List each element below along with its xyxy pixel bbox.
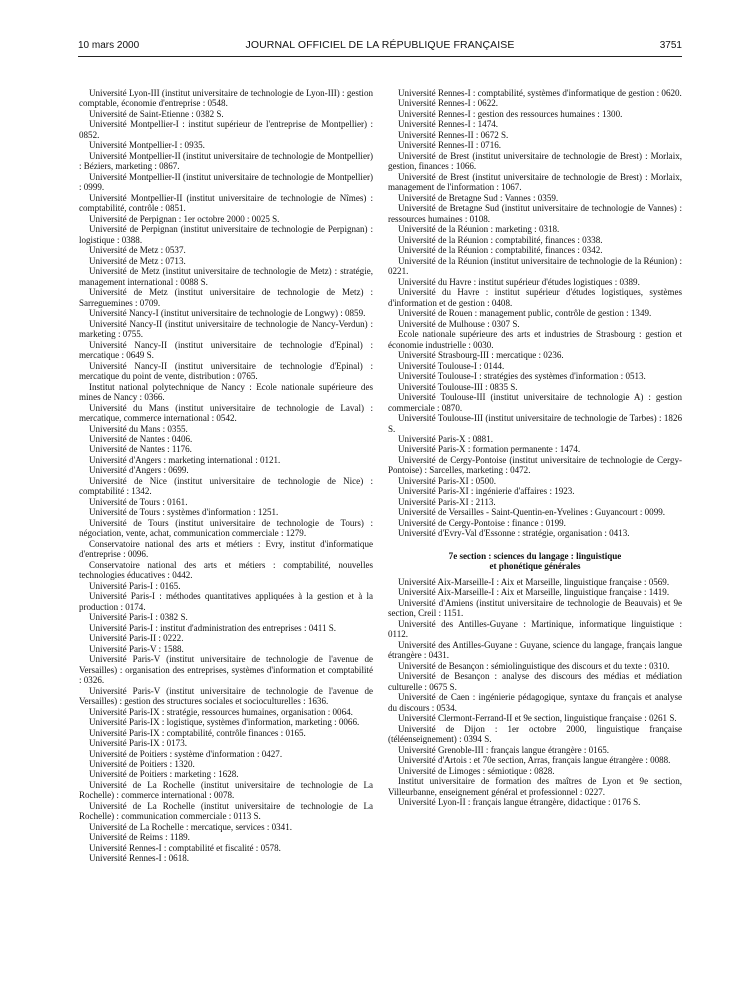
list-entry: Université de Brest (institut universitaire de technologie de Brest) : Morlaix, management de l'information : 1067. xyxy=(388,171,682,193)
list-entry: Université Nancy-I (institut universitaire de technologie de Longwy) : 0859. xyxy=(89,308,366,319)
list-entry: Université Rennes-II : 0672 S. xyxy=(398,129,509,140)
list-entry: Conservatoire national des arts et métiers : Evry, institut d'informatique d'entreprise : 0096. xyxy=(79,538,373,560)
list-entry: Université Montpellier-II (institut universitaire de technologie de Montpellier) : Béziers, marketing : 0867. xyxy=(79,150,373,172)
list-entry: Université Aix-Marseille-I : Aix et Marseille, linguistique française : 0569. xyxy=(398,576,670,587)
list-entry: Université Paris-XI : 0500. xyxy=(398,475,496,486)
header-rule xyxy=(78,56,682,57)
list-entry: Université du Havre : institut supérieur d'études logistiques : 0389. xyxy=(398,276,640,287)
list-entry: Université de Tours (institut universitaire de technologie de Tours) : négociation, vente, achat, communication commerciale : 1279. xyxy=(79,517,373,539)
list-entry: Université d'Amiens (institut universitaire de technologie de Beauvais) et 9e section, Creil : 1151. xyxy=(388,597,682,619)
list-entry: Université Nancy-II (institut universitaire de technologie d'Epinal) : mercatique du point de vente, distribution : 0765. xyxy=(79,360,373,382)
list-entry: Université de Metz : 0537. xyxy=(89,245,186,256)
list-entry: Université de Brest (institut universitaire de technologie de Brest) : Morlaix, gestion, finances : 1066. xyxy=(388,150,682,172)
list-entry: Université de La Rochelle (institut universitaire de technologie de La Rochelle) : communication commerciale : 0113 S. xyxy=(79,800,373,822)
list-entry: Université Paris-V : 1588. xyxy=(89,643,184,654)
list-entry: Université de Limoges : sémiotique : 0828. xyxy=(398,765,555,776)
list-entry: Université Paris-I : institut d'administration des entreprises : 0411 S. xyxy=(89,622,337,633)
list-entry: Université Toulouse-III (institut universitaire de technologie de Tarbes) : 1826 S. xyxy=(388,413,682,434)
list-entry: Université Paris-IX : comptabilité, contrôle finances : 0165. xyxy=(89,727,306,738)
list-entry: Université du Mans : 0355. xyxy=(89,423,188,434)
list-entry: Université Rennes-I : 0618. xyxy=(89,853,189,864)
list-entry: Université Paris-XI : ingénierie d'affaires : 1923. xyxy=(398,486,575,497)
list-entry: Université Lyon-II : français langue étrangère, didactique : 0176 S. xyxy=(398,797,641,807)
list-entry: Université d'Artois : et 70e section, Arras, français langue étrangère : 0088. xyxy=(398,755,671,766)
list-entry: Université d'Angers : marketing international : 0121. xyxy=(89,454,281,465)
list-entry: Institut national polytechnique de Nancy : Ecole nationale supérieure des mines de Nancy : 0366. xyxy=(79,381,373,403)
list-entry: Université de Nice (institut universitaire de technologie de Nice) : comptabilité : 1342. xyxy=(79,475,373,497)
list-entry: Ecole nationale supérieure des arts et industries de Strasbourg : gestion et économie industrielle : 0030. xyxy=(388,329,682,350)
issue-date: 10 mars 2000 xyxy=(78,40,140,51)
list-entry: Université de Bretagne Sud (institut universitaire de technologie de Vannes) : ressources humaines : 0108. xyxy=(388,203,682,224)
list-entry: Université de Perpignan (institut universitaire de technologie de Perpignan) : logistique : 0388. xyxy=(79,224,373,245)
list-entry: Université Paris-XI : 2113. xyxy=(398,496,496,507)
list-entry: Université Rennes-I : comptabilité et fiscalité : 0578. xyxy=(89,842,281,853)
list-entry: Université Paris-I : méthodes quantitatives appliquées à la gestion et à la production : 0174. xyxy=(79,591,373,612)
list-entry: Université de Besançon : sémiolinguistique des discours et du texte : 0310. xyxy=(398,660,670,671)
list-entry: Université d'Angers : 0699. xyxy=(89,465,189,476)
list-entry: Université de Besançon : analyse des discours des médias et médiation culturelle : 0675 S. xyxy=(388,671,682,692)
list-entry: Université de la Réunion (institut universitaire de technologie de la Réunion) : 0221. xyxy=(388,255,682,277)
list-entry: Université Clermont-Ferrand-II et 9e section, linguistique française : 0261 S. xyxy=(398,713,677,724)
section-heading-line2: et phonétique générales xyxy=(489,561,581,572)
list-entry: Université de Metz (institut universitaire de technologie de Metz) : stratégie, management international : 0088 S. xyxy=(79,266,373,287)
list-entry: Université Paris-X : 0881. xyxy=(398,433,493,444)
list-entry: Université Rennes-I : comptabilité, systèmes d'informatique de gestion : 0620. xyxy=(398,88,682,98)
section-heading xyxy=(388,551,682,572)
list-entry: Université de la Réunion : comptabilité, finances : 0338. xyxy=(398,234,603,245)
list-entry: Université de Dijon : 1er octobre 2000, linguistique française (téléenseignement) : 0394 S. xyxy=(388,723,682,745)
list-entry: Université de Cergy-Pontoise (institut universitaire de technologie de Cergy-Pontoise) : Sarcelles, marketing : 0472. xyxy=(388,454,682,476)
list-entry: Université Rennes-I : 0622. xyxy=(398,98,498,109)
list-entry: Université de La Rochelle : mercatique, services : 0341. xyxy=(89,821,292,832)
list-entry: Université de Reims : 1189. xyxy=(89,832,190,843)
list-entry: Université de Mulhouse : 0307 S. xyxy=(398,318,520,329)
list-entry: Université de Versailles - Saint-Quentin-en-Yvelines : Guyancourt : 0099. xyxy=(398,507,666,518)
list-entry: Université Strasbourg-III : mercatique : 0236. xyxy=(398,350,564,361)
list-entry: Université de Caen : ingénierie pédagogique, syntaxe du français et analyse du discours : 0534. xyxy=(388,692,682,713)
list-entry: Université de la Réunion : marketing : 0318. xyxy=(398,224,560,235)
journal-title: JOURNAL OFFICIEL DE LA RÉPUBLIQUE FRANÇAISE xyxy=(245,39,515,51)
list-entry: Université Rennes-I : gestion des ressources humaines : 1300. xyxy=(398,108,623,119)
page-number: 3751 xyxy=(659,40,682,51)
list-entry: Université Aix-Marseille-I : Aix et Marseille, linguistique française : 1419. xyxy=(398,587,670,598)
list-entry: Université Paris-IX : 0173. xyxy=(89,738,187,749)
list-entry: Université de Poitiers : système d'information : 0427. xyxy=(89,748,283,759)
list-entry: Université Lyon-III (institut universitaire de technologie de Lyon-III) : gestion comptable, économie d'entreprise : 0548. xyxy=(79,88,373,109)
list-entry: Université de Metz (institut universitaire de technologie de Metz) : Sarreguemines : 0709. xyxy=(79,287,373,308)
list-entry: Université de Saint-Etienne : 0382 S. xyxy=(89,108,224,119)
left-column xyxy=(79,88,373,864)
list-entry: Université de Tours : 0161. xyxy=(89,496,188,507)
list-entry: Université Grenoble-III : français langue étrangère : 0165. xyxy=(398,744,610,755)
list-entry: Université du Havre : institut supérieur d'études logistiques, systèmes d'information et de gestion : 0408. xyxy=(388,287,682,308)
list-entry: Université de La Rochelle (institut universitaire de technologie de La Rochelle) : commerce international : 0078. xyxy=(79,779,373,801)
list-entry: Université Rennes-II : 0716. xyxy=(398,140,502,151)
list-entry: Université Montpellier-II (institut universitaire de technologie de Nîmes) : comptabilité, contrôle : 0851. xyxy=(79,192,373,214)
list-entry: Université Paris-V (institut universitaire de technologie de l'avenue de Versailles) : gestion des structures sociales et socioculturelles : 1636. xyxy=(79,685,373,707)
list-entry: Université Nancy-II (institut universitaire de technologie d'Epinal) : mercatique : 0649 S. xyxy=(79,339,373,361)
list-entry: Université de Poitiers : marketing : 1628. xyxy=(89,769,239,780)
list-entry: Université Toulouse-I : stratégies des systèmes d'information : 0513. xyxy=(398,371,646,382)
section-heading-line1: 7e section : sciences du langage : linguistique xyxy=(448,550,622,561)
list-entry: Université Paris-I : 0165. xyxy=(89,580,181,591)
right-column xyxy=(388,88,682,807)
list-entry: Université de Poitiers : 1320. xyxy=(89,759,195,769)
section-entries xyxy=(388,577,682,808)
list-entry: Université Paris-I : 0382 S. xyxy=(89,612,188,623)
list-entry: Université de Metz : 0713. xyxy=(89,255,186,266)
list-entry: Université de Tours : systèmes d'information : 1251. xyxy=(89,507,279,518)
list-entry: Université d'Evry-Val d'Essonne : stratégie, organisation : 0413. xyxy=(398,528,630,539)
list-entry: Conservatoire national des arts et métiers : comptabilité, nouvelles technologies éducatives : 0442. xyxy=(79,559,373,581)
list-entry: Université des Antilles-Guyane : Martinique, informatique linguistique : 0112. xyxy=(388,618,682,640)
list-entry: Institut universitaire de formation des maîtres de Lyon et 9e section, Villeurbanne, enseignement général et professionnel : 0227. xyxy=(388,776,682,797)
list-entry: Université Toulouse-I : 0144. xyxy=(398,360,505,371)
list-entry: Université Montpellier-II (institut universitaire de technologie de Montpellier) : 0999. xyxy=(79,171,373,193)
list-entry: Université de Perpignan : 1er octobre 2000 : 0025 S. xyxy=(89,213,280,224)
list-entry: Université du Mans (institut universitaire de technologie de Laval) : mercatique, commerce international : 0542. xyxy=(79,402,373,424)
list-entry: Université de Rouen : management public, contrôle de gestion : 1349. xyxy=(398,308,652,319)
list-entry: Université Paris-V (institut universitaire de technologie de l'avenue de Versailles) : organisation des entreprises, systèmes d'information et comptabilité : 0326. xyxy=(79,654,373,686)
list-entry: Université Paris-X : formation permanente : 1474. xyxy=(398,444,581,455)
list-entry: Université des Antilles-Guyane : Guyane, science du langage, français langue étrangère : 0431. xyxy=(388,639,682,661)
list-entry: Université de Nantes : 1176. xyxy=(89,444,192,455)
list-entry: Université Paris-IX : stratégie, ressources humaines, organisation : 0064. xyxy=(89,706,353,717)
list-entry: Université Toulouse-III (institut universitaire de technologie A) : gestion commerciale : 0870. xyxy=(388,392,682,413)
list-entry: Université de la Réunion : comptabilité, finances : 0342. xyxy=(398,245,603,256)
list-entry: Université Rennes-I : 1474. xyxy=(398,119,498,130)
list-entry: Université de Cergy-Pontoise : finance : 0199. xyxy=(398,517,566,528)
list-entry: Université Paris-II : 0222. xyxy=(89,633,184,644)
list-entry: Université Toulouse-III : 0835 S. xyxy=(398,381,518,392)
right-column-entries xyxy=(388,88,682,539)
list-entry: Université de Bretagne Sud : Vannes : 0359. xyxy=(398,192,559,203)
list-entry: Université Montpellier-I : institut supérieur de l'entreprise de Montpellier) : 0852. xyxy=(79,119,373,140)
list-entry: Université Montpellier-I : 0935. xyxy=(89,140,205,151)
page-header xyxy=(78,38,682,54)
list-entry: Université de Nantes : 0406. xyxy=(89,433,193,444)
list-entry: Université Paris-IX : logistique, systèmes d'information, marketing : 0066. xyxy=(89,717,360,728)
list-entry: Université Nancy-II (institut universitaire de technologie de Nancy-Verdun) : marketing : 0755. xyxy=(79,318,373,340)
